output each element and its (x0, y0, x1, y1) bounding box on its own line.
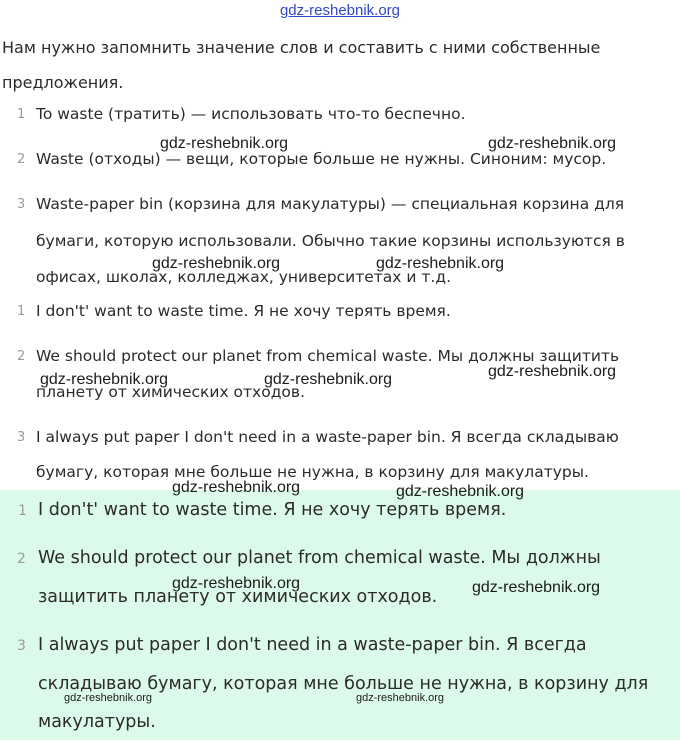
list-number: 2 (17, 152, 26, 167)
list-number: 1 (18, 503, 27, 519)
list-number: 1 (17, 107, 26, 122)
highlight-item-cont: складываю бумагу, которая мне больше не нужна, в корзину для (38, 674, 649, 694)
watermark: gdz-reshebnik.org (152, 255, 281, 272)
highlight-item-cont: макулатуры. (38, 712, 156, 732)
watermark: gdz-reshebnik.org (172, 575, 301, 592)
sentence-item-cont: бумагу, которая мне больше не нужна, в корзину для макулатуры. (36, 463, 589, 481)
watermark: gdz-reshebnik.org (396, 483, 525, 500)
watermark: gdz-reshebnik.org (488, 363, 617, 380)
sentence-item-cont: планету от химических отходов. (36, 383, 305, 401)
highlight-item: I don't' want to waste time. Я не хочу терять время. (38, 500, 507, 520)
list-number: 2 (17, 349, 26, 364)
list-number: 2 (17, 551, 26, 567)
watermark: gdz-reshebnik.org (488, 135, 617, 152)
definition-item: To waste (тратить) — использовать что-то беспечно. (36, 105, 466, 123)
watermark: gdz-reshebnik.org (376, 255, 505, 272)
sentence-item: We should protect our planet from chemical waste. Мы должны защитить (36, 347, 620, 365)
highlight-item-cont: защитить планету от химических отходов. (38, 587, 438, 607)
watermark: gdz-reshebnik.org (472, 579, 601, 596)
highlight-item: We should protect our planet from chemical waste. Мы должны (38, 548, 601, 568)
list-number: 3 (17, 197, 26, 212)
intro-text: Нам нужно запомнить значение слов и составить с ними собственные предложения. (2, 38, 601, 92)
watermark: gdz-reshebnik.org (356, 692, 445, 704)
watermark: gdz-reshebnik.org (264, 371, 393, 388)
list-number: 3 (17, 638, 26, 654)
definition-item: Waste-paper bin (корзина для макулатуры) — специальная корзина для (36, 195, 625, 213)
sentence-item: I don't' want to waste time. Я не хочу терять время. (36, 302, 451, 320)
list-number: 1 (17, 304, 26, 319)
watermark: gdz-reshebnik.org (160, 135, 289, 152)
highlight-item: I always put paper I don't need in a waste-paper bin. Я всегда (38, 635, 587, 655)
watermark: gdz-reshebnik.org (172, 479, 301, 496)
watermark: gdz-reshebnik.org (40, 371, 169, 388)
definition-item: Waste (отходы) — вещи, которые больше не нужны. Синоним: мусор. (36, 150, 607, 168)
watermark: gdz-reshebnik.org (64, 692, 153, 704)
definition-item-cont: офисах, школах, колледжах, университетах и т.д. (36, 268, 451, 286)
site-header-link[interactable]: gdz-reshebnik.org (279, 2, 401, 19)
list-number: 3 (17, 430, 26, 445)
sentence-item: I always put paper I don't need in a waste-paper bin. Я всегда складываю (36, 428, 619, 446)
definition-item-cont: бумаги, которую использовали. Обычно такие корзины используются в (36, 232, 625, 250)
